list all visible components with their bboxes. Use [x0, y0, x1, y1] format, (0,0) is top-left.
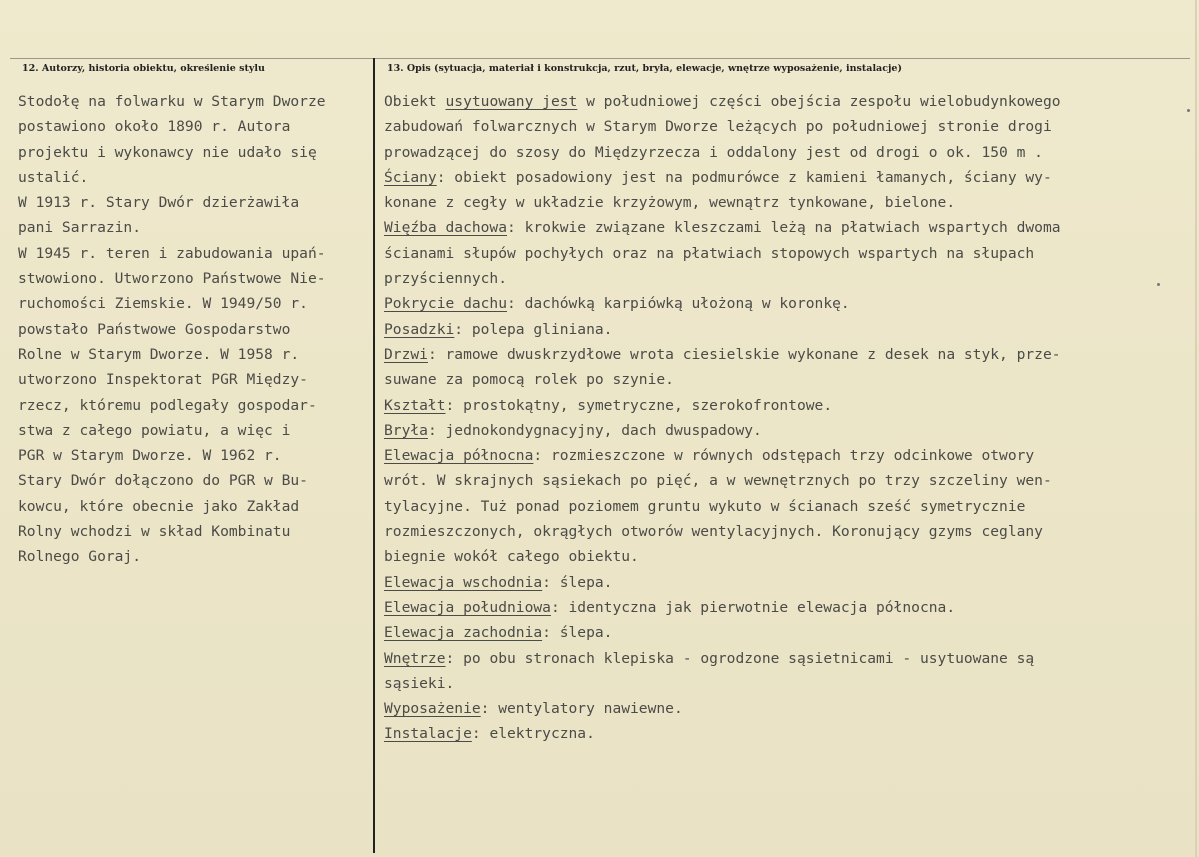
history-line: stwa z całego powiatu, a więc i — [18, 421, 291, 439]
history-line: W 1913 r. Stary Dwór dzierżawiła — [18, 194, 300, 212]
history-line: PGR w Starym Dworze. W 1962 r. — [18, 447, 282, 465]
description-line — [384, 646, 1190, 671]
history-text-column — [18, 89, 370, 570]
field-text: : ślepa. — [542, 624, 613, 642]
history-line: Stodołę na folwarku w Starym Dworze — [18, 93, 326, 110]
column-divider — [373, 58, 375, 853]
history-line: pani Sarrazin. — [18, 219, 142, 237]
field-text: tylacyjne. Tuż ponad poziomem gruntu wykuto w ścianach sześć symetrycznie — [384, 497, 1026, 515]
description-line — [384, 494, 1190, 519]
description-line — [384, 544, 1190, 569]
field-text: ścianami słupów pochyłych oraz na płatwiach stopowych wspartych na słupach — [384, 244, 1035, 262]
history-line: rzecz, któremu podlegały gospodar- — [18, 396, 317, 414]
description-line — [384, 418, 1190, 443]
description-line — [384, 671, 1190, 696]
description-line — [384, 468, 1190, 493]
description-line — [384, 721, 1190, 746]
field-label: Elewacja wschodnia — [384, 573, 543, 591]
description-line — [384, 570, 1190, 595]
description-line — [384, 89, 1190, 114]
description-line — [384, 165, 1190, 190]
ink-speck — [1187, 109, 1190, 112]
description-line — [384, 317, 1190, 342]
description-line — [384, 595, 1190, 620]
field-label: Wnętrze — [384, 649, 446, 667]
description-line — [384, 393, 1190, 418]
field-text: : po obu stronach klepiska - ogrodzone sąsietnicami - usytuowane są — [445, 649, 1035, 667]
description-line — [384, 443, 1190, 468]
history-line: Rolne w Starym Dworze. W 1958 r. — [18, 345, 300, 363]
history-line: projektu i wykonawcy nie udało się — [18, 143, 317, 161]
field-label: Drzwi — [384, 345, 428, 363]
field-text: konane z cegły w układzie krzyżowym, wewnątrz tynkowane, bielone. — [384, 194, 956, 212]
field-label: Elewacja południowa — [384, 598, 551, 616]
field-text: : rozmieszczone w równych odstępach trzy odcinkowe otwory — [533, 447, 1035, 465]
field-label: Pokrycie dachu — [384, 295, 508, 313]
section-13-header: 13. Opis (sytuacja, materiał i konstrukcja, rzut, bryła, elewacje, wnętrze wyposażenie, instalacje) — [387, 63, 902, 74]
history-line: ruchomości Ziemskie. W 1949/50 r. — [18, 295, 308, 313]
field-text: : krokwie związane kleszczami leżą na płatwiach wspartych dwoma — [507, 219, 1061, 237]
description-line — [384, 620, 1190, 645]
field-text: zabudowań folwarcznych w Starym Dworze leżących po południowej stronie drogi — [384, 118, 1052, 136]
history-line: utworzono Inspektorat PGR Między- — [18, 371, 308, 389]
field-text: : ramowe dwuskrzydłowe wrota ciesielskie wykonane z desek na styk, prze- — [427, 345, 1061, 363]
history-line: kowcu, które obecnie jako Zakład — [18, 497, 300, 515]
field-label: Ściany — [384, 168, 437, 186]
field-label: Wyposażenie — [384, 700, 481, 718]
header-rule — [10, 58, 1190, 59]
history-line: W 1945 r. teren i zabudowania upań- — [18, 244, 326, 262]
description-line — [384, 114, 1190, 139]
field-text: przyściennych. — [384, 270, 508, 288]
description-line — [384, 696, 1190, 721]
history-line: Rolny wchodzi w skład Kombinatu — [18, 523, 291, 541]
card-edge — [1195, 0, 1197, 857]
field-text: rozmieszczonych, okrągłych otworów wentylacyjnych. Koronujący gzyms ceglany — [384, 523, 1043, 541]
field-label: Elewacja zachodnia — [384, 624, 543, 642]
history-line: powstało Państwowe Gospodarstwo — [18, 320, 291, 338]
description-line — [384, 519, 1190, 544]
description-line — [384, 291, 1190, 316]
field-label: Instalacje — [384, 725, 472, 743]
description-line — [384, 367, 1190, 392]
history-line: Stary Dwór dołączono do PGR w Bu- — [18, 472, 308, 490]
description-line — [384, 190, 1190, 215]
field-text: prowadzącej do szosy do Międzyrzecza i oddalony jest od drogi o ok. 150 m . — [384, 143, 1043, 161]
description-line — [384, 215, 1190, 240]
history-line: stwowiono. Utworzono Państwowe Nie- — [18, 270, 326, 288]
field-text: : prostokątny, symetryczne, szerokofrontowe. — [445, 396, 833, 414]
field-text: wrót. W skrajnych sąsiekach po pięć, a w wewnętrznych po trzy szczeliny wen- — [384, 472, 1052, 490]
description-line — [384, 266, 1190, 291]
field-label: Posadzki — [384, 320, 455, 338]
field-text: : elektryczna. — [471, 725, 595, 743]
description-line — [384, 140, 1190, 165]
field-label: Elewacja północna — [384, 447, 534, 465]
description-line — [384, 241, 1190, 266]
field-text: Obiekt usytuowany jest w południowej części obejścia zespołu wielobudynkowego — [384, 93, 1061, 110]
history-line: postawiono około 1890 r. Autora — [18, 118, 291, 136]
history-line: ustalić. — [18, 168, 89, 186]
field-text: : ślepa. — [542, 573, 613, 591]
field-text: sąsieki. — [384, 674, 455, 692]
field-text: : dachówką karpiówką ułożoną w koronkę. — [507, 295, 850, 313]
field-text: biegnie wokół całego obiektu. — [384, 548, 639, 566]
field-text: : obiekt posadowiony jest na podmurówce z kamieni łamanych, ściany wy- — [436, 168, 1052, 186]
field-label: Więźba dachowa — [384, 219, 508, 237]
field-text: : identyczna jak pierwotnie elewacja północna. — [550, 598, 956, 616]
history-line: Rolnego Goraj. — [18, 548, 142, 566]
field-text: : polepa gliniana. — [454, 320, 613, 338]
field-text: : wentylatory nawiewne. — [480, 700, 683, 718]
description-line — [384, 342, 1190, 367]
section-12-header: 12. Autorzy, historia obiektu, określenie stylu — [22, 63, 265, 74]
description-text-column — [384, 89, 1190, 747]
field-text: : jednokondygnacyjny, dach dwuspadowy. — [427, 421, 762, 439]
ink-speck — [1157, 283, 1160, 286]
field-text: suwane za pomocą rolek po szynie. — [384, 371, 674, 389]
field-label: Kształt — [384, 396, 446, 414]
field-label: Bryła — [384, 421, 428, 439]
